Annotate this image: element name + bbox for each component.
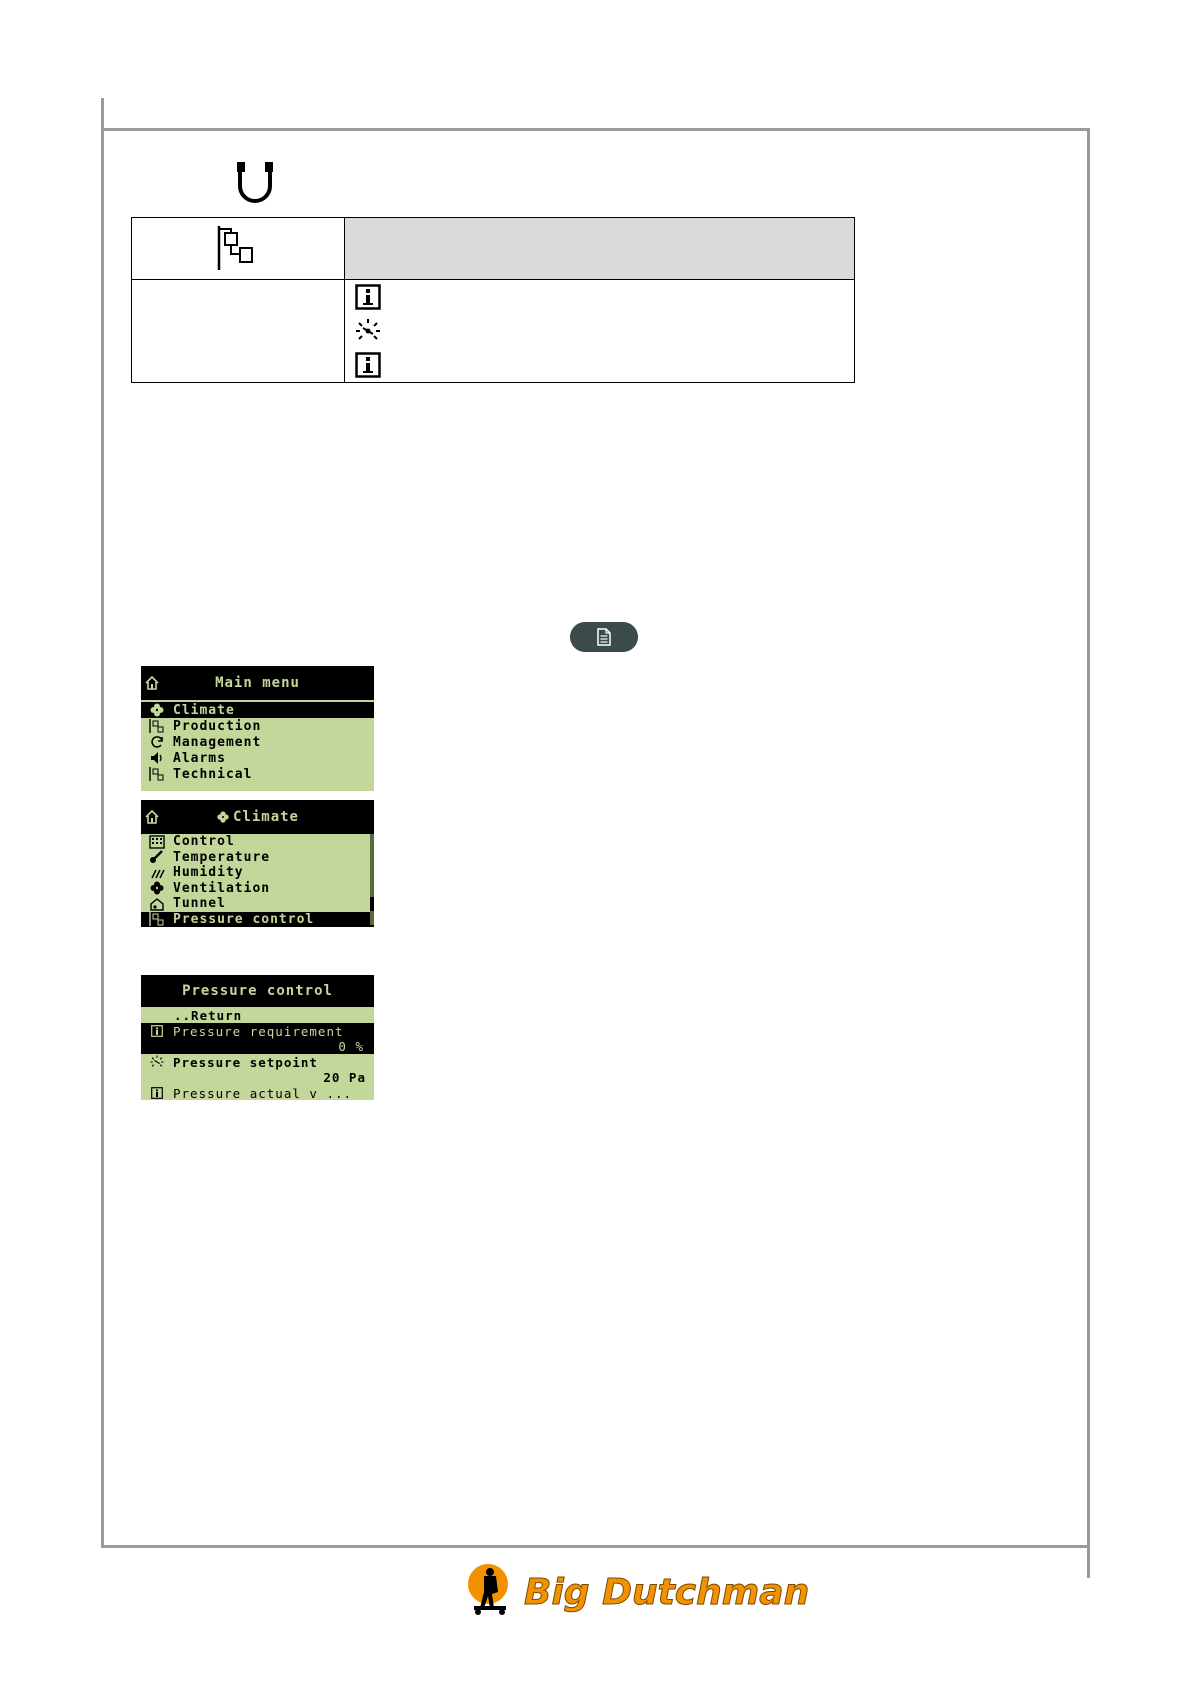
menu-item-label: Production [173, 718, 262, 734]
menu-item-control[interactable] [141, 834, 374, 850]
menu-item-label: Temperature [173, 849, 271, 865]
pressure-control-screen [141, 975, 374, 1100]
symbol-table-row [132, 280, 855, 383]
menu-button[interactable] [570, 622, 638, 652]
menu-item-temperature[interactable] [141, 850, 374, 866]
page-frame-bottom [101, 1545, 1090, 1548]
thermometer-icon [149, 850, 165, 864]
symbol-table-empty-cell [132, 280, 345, 383]
symbol-cell-technical [132, 218, 345, 280]
info-icon [355, 284, 381, 310]
speaker-icon [149, 751, 165, 765]
return-item[interactable] [141, 1007, 374, 1023]
main-menu-screen [141, 666, 374, 791]
menu-item-label: Control [173, 834, 235, 850]
page-frame-right [1087, 128, 1090, 1578]
scrollbar-thumb[interactable] [370, 897, 374, 911]
setpoint-blink-icon [355, 318, 381, 344]
page-frame-top [101, 128, 1090, 131]
pressure-control-header [141, 975, 374, 1007]
menu-item-production[interactable] [141, 718, 374, 734]
technical-icon [216, 224, 260, 270]
grid-icon [149, 835, 165, 849]
pressure-setpoint-label: Pressure setpoint [173, 1054, 318, 1070]
climate-screen [141, 800, 374, 925]
scrollbar[interactable] [370, 834, 374, 925]
menu-item-label: Management [173, 734, 262, 750]
pressure-actual-label: Pressure actual v ... [173, 1085, 353, 1101]
climate-header [141, 800, 374, 834]
menu-item-humidity[interactable] [141, 865, 374, 881]
menu-item-tunnel[interactable] [141, 896, 374, 912]
pressure-requirement-value: 0 % [338, 1039, 364, 1054]
fan-icon [149, 881, 165, 895]
menu-item-label: Humidity [173, 865, 244, 881]
pressure-actual-row[interactable] [141, 1085, 374, 1101]
menu-item-label: Tunnel [173, 896, 226, 912]
menu-item-label: Alarms [173, 750, 226, 766]
technical-icon [149, 767, 165, 781]
symbol-table-header-cell [345, 218, 855, 280]
logo-graphic [466, 1560, 810, 1616]
menu-item-label: Ventilation [173, 880, 271, 896]
symbol-table-icons-cell [345, 280, 855, 383]
info-icon [151, 1025, 163, 1037]
menu-item-management[interactable] [141, 734, 374, 750]
page-frame-left [101, 98, 104, 1548]
info-icon [355, 352, 381, 378]
pressure-setpoint-row[interactable] [141, 1054, 374, 1085]
humidity-icon [149, 866, 165, 880]
menu-item-label: Climate [173, 702, 235, 718]
pressure-requirement-label: Pressure requirement [173, 1023, 344, 1039]
climate-title: Climate [232, 809, 299, 825]
info-icon [151, 1087, 163, 1099]
menu-item-alarms[interactable] [141, 750, 374, 766]
document-icon [597, 628, 611, 646]
big-dutchman-logo [466, 1560, 810, 1616]
refresh-icon [149, 735, 165, 749]
menu-item-pressure-control[interactable] [141, 912, 374, 928]
menu-item-technical[interactable] [141, 766, 374, 782]
tunnel-icon [149, 897, 165, 911]
return-label: ..Return [174, 1007, 243, 1023]
technical-icon [149, 719, 165, 733]
logo-text: Big Dutchman [524, 1572, 810, 1613]
menu-item-label: Technical [173, 766, 253, 782]
technical-icon [149, 912, 165, 926]
home-icon[interactable] [144, 809, 160, 825]
symbol-table-header-row [132, 218, 855, 280]
menu-item-ventilation[interactable] [141, 881, 374, 897]
setpoint-blink-icon [150, 1055, 164, 1069]
pressure-control-title: Pressure control [182, 983, 333, 999]
magnet-icon [237, 162, 273, 204]
pressure-setpoint-value: 20 Pa [323, 1070, 366, 1085]
menu-item-climate[interactable] [141, 702, 374, 718]
fan-icon [216, 810, 230, 824]
menu-item-label: Pressure control [173, 911, 315, 927]
symbol-table [131, 217, 855, 383]
pressure-requirement-row[interactable] [141, 1023, 374, 1054]
fan-icon [149, 703, 165, 717]
home-icon[interactable] [144, 675, 160, 691]
main-menu-header [141, 666, 374, 700]
main-menu-title: Main menu [215, 675, 300, 691]
